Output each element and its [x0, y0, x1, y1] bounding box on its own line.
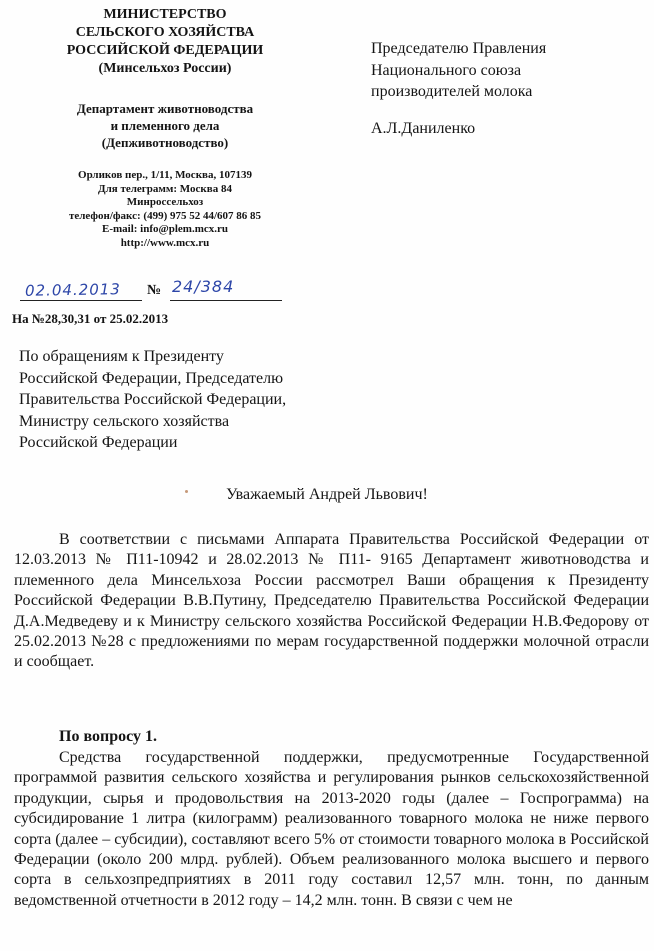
number-underline: [170, 300, 282, 301]
paragraph: В соответствии с письмами Аппарата Правительства Российской Федерации от 12.03.2013 № П11-10942 и 28.02.2013 № П11- 9165 Департамент животноводства и племенного дела Минсельхоза России рассмотрел Ваши обращения к Президенту Российской Федерации В.В.Путину, Председателю Правительства Российской Федерации Д.А.Медведеву и к Министру сельского хозяйства Российской Федерации Н.В.Федорову от 25.02.2013 №28 с предложениями по мерам государственной поддержки молочной отрасли и сообщает.: [14, 531, 649, 671]
department-line: и племенного дела: [110, 118, 220, 133]
recipient-block: [371, 38, 546, 103]
subject-line: Правительства Российской Федерации,: [19, 391, 287, 408]
date-underline: [20, 300, 142, 301]
address-line: Орликов пер., 1/11, Москва, 107139: [78, 169, 252, 181]
ministry-line: (Минсельхоз России): [98, 61, 232, 76]
registration-line: [20, 277, 265, 303]
recipient-name: А.Л.Даниленко: [371, 120, 476, 137]
recipient-line: Председателю Правления: [371, 40, 547, 57]
subject-block: [19, 346, 286, 454]
subject-line: Российской Федерации: [19, 434, 178, 451]
address-line: Минроссельхоз: [126, 196, 204, 208]
letter-body-continued: [14, 748, 649, 911]
handwritten-date: 02.04.2013: [24, 280, 122, 300]
number-sign: №: [147, 283, 162, 298]
handwritten-number: 24/384: [172, 277, 235, 296]
recipient-line: Национального союза: [371, 61, 522, 79]
paragraph: Средства государственной поддержки, предусмотренные Государственной программой развития сельского хозяйства и регулирования рынков сельскохозяйственной продукции, сырья и продовольствия на 2013-2020 годы (далее – Госпрограмма) на субсидирование 1 литра (килограмм) реализованного товарного молока не ниже первого сорта (далее – субсидии), составляют всего 5% от стоимости товарного молока в Российской Федерации (около 200 млрд. рублей). Объем реализованного молока высшего и первого сорта в сельхозпредприятиях в 2011 году составил 12,57 млн. тонн, по данным ведомственной отчетности в 2012 году – 14,2 млн. тонн. В связи с чем не: [14, 749, 649, 909]
ministry-line: МИНИСТЕРСТВО: [103, 7, 227, 22]
reference-line: На №28,30,31 от 25.02.2013: [12, 311, 169, 326]
address-line: телефон/факс: (499) 975 52 44/607 86 85: [68, 209, 262, 222]
subject-line: По обращениям к Президенту: [19, 348, 224, 365]
ministry-header: [0, 6, 330, 78]
department-header: [0, 100, 330, 151]
website-line: http://www.mcx.ru: [120, 236, 210, 249]
recipient-line: производителей молока: [371, 83, 533, 100]
question-heading: По вопросу 1.: [59, 728, 157, 745]
ministry-line: РОССИЙСКОЙ ФЕДЕРАЦИИ: [66, 43, 264, 58]
address-line: Для телеграмм: Москва 84: [98, 182, 232, 195]
ministry-line: СЕЛЬСКОГО ХОЗЯЙСТВА: [75, 25, 255, 40]
salutation: Уважаемый Андрей Львович!: [226, 486, 428, 503]
department-line: (Депживотноводство): [101, 135, 229, 150]
sender-address: [0, 169, 330, 250]
subject-line: Министру сельского хозяйства: [19, 412, 230, 430]
subject-line: Российской Федерации, Председателю: [19, 369, 284, 387]
email-line: E-mail: info@plem.mcx.ru: [101, 223, 229, 235]
letter-body: [14, 530, 649, 673]
department-line: Департамент животноводства: [76, 101, 254, 116]
